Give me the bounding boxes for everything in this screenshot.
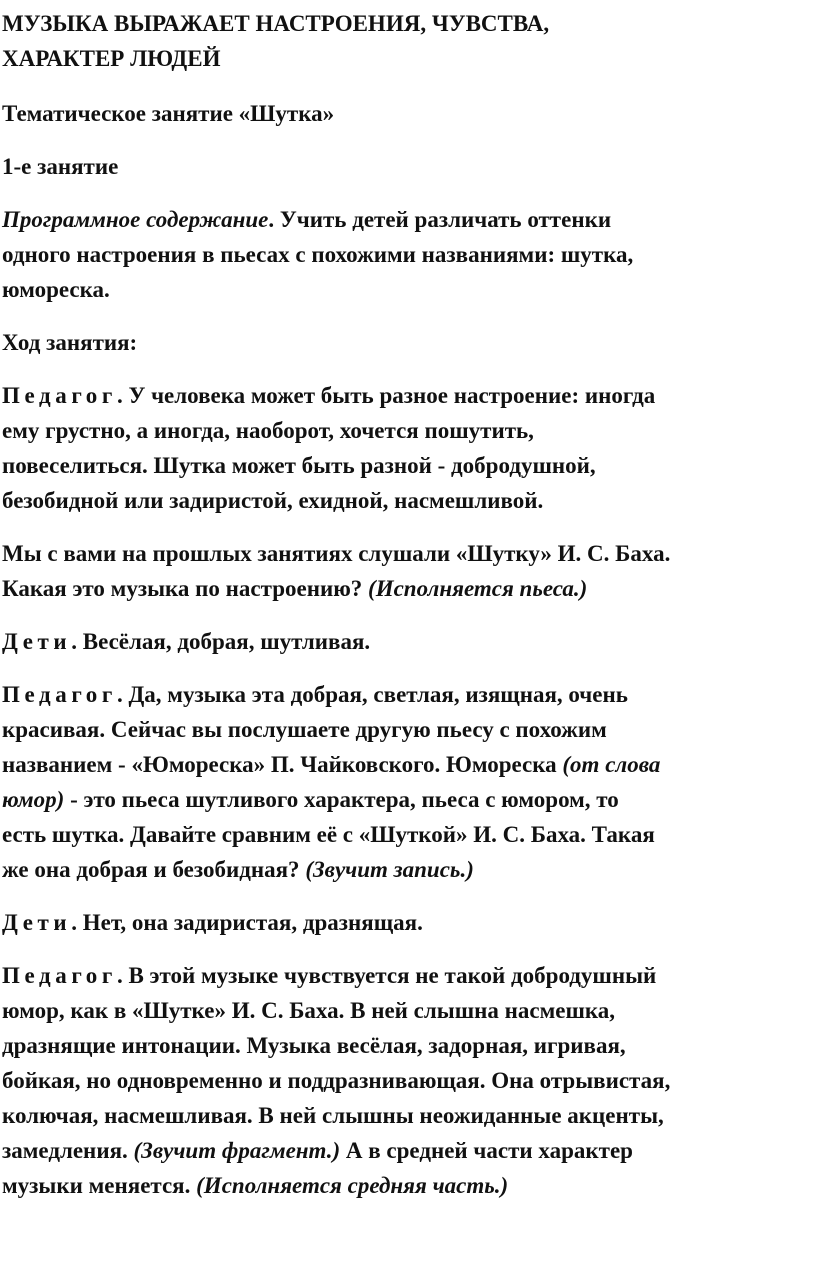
teacher-text-3b: - это пьеса шутливого характера, пьеса с юмором, то есть шутка. Давайте сравним её с «Шуткой» И. С. Баха. Такая же она добрая и безобидная?	[2, 787, 655, 882]
children-text-1: . Весёлая, добрая, шутливая.	[71, 629, 371, 654]
speaker-teacher: Педагог	[2, 383, 117, 408]
program-label: Программное содержание	[2, 207, 269, 232]
teacher-text-2: Мы с вами на прошлых занятиях слушали «Шутку» И. С. Баха. Какая это музыка по настроению?	[2, 541, 671, 601]
program-paragraph	[2, 202, 816, 307]
teacher-paragraph-3	[2, 677, 816, 887]
course-heading: Ход занятия:	[2, 330, 138, 355]
teacher-text-1: . У человека может быть разное настроение: иногда ему грустно, а иногда, наоборот, хочется пошутить, повеселиться. Шутка может быть разной - добродушной, безобидной или задиристой, ехидной, насмешливой.	[2, 383, 656, 513]
teacher-text-4a: . В этой музыке чувствуется не такой добродушный юмор, как в «Шутке» И. С. Баха. В ней слышна насмешка, дразнящие интонации. Музыка весёлая, задорная, игривая, бойкая, но одновременно и поддразнивающая. Она отрывистая, колючая, насмешливая. В ней слышны неожиданные акценты, замедления.	[2, 963, 671, 1163]
lesson-subtitle: Тематическое занятие «Шутка»	[2, 101, 335, 126]
teacher-paragraph-4	[2, 958, 816, 1203]
program-text: . Учить детей различать оттенки одного настроения в пьесах с похожими названиями: шутка, юмореска.	[2, 207, 634, 302]
stage-note-recording: (Звучит запись.)	[305, 857, 474, 882]
note-word-origin: (от слова юмор)	[2, 752, 661, 812]
children-paragraph-1	[2, 624, 816, 659]
teacher-text-3a: . Да, музыка эта добрая, светлая, изящная, очень красивая. Сейчас вы послушаете другую пьесу с похожим названием - «Юмореска» П. Чайковского. Юмореска	[2, 682, 628, 777]
document-title: МУЗЫКА ВЫРАЖАЕТ НАСТРОЕНИЯ, ЧУВСТВА, ХАРАКТЕР ЛЮДЕЙ	[2, 11, 550, 71]
children-paragraph-2	[2, 905, 816, 940]
teacher-paragraph-2	[2, 536, 816, 606]
speaker-children: Дети	[2, 629, 72, 654]
teacher-text-4b: А в средней части характер музыки меняется.	[2, 1138, 633, 1198]
stage-note-piece: (Исполняется пьеса.)	[368, 576, 588, 601]
children-text-2: . Нет, она задиристая, дразнящая.	[71, 910, 423, 935]
speaker-teacher: Педагог	[2, 682, 117, 707]
lesson-number: 1-е занятие	[2, 154, 119, 179]
teacher-paragraph-1	[2, 378, 816, 518]
speaker-children: Дети	[2, 910, 72, 935]
stage-note-fragment: (Звучит фрагмент.)	[133, 1138, 341, 1163]
stage-note-middle-part: (Исполняется средняя часть.)	[196, 1173, 509, 1198]
speaker-teacher: Педагог	[2, 963, 117, 988]
